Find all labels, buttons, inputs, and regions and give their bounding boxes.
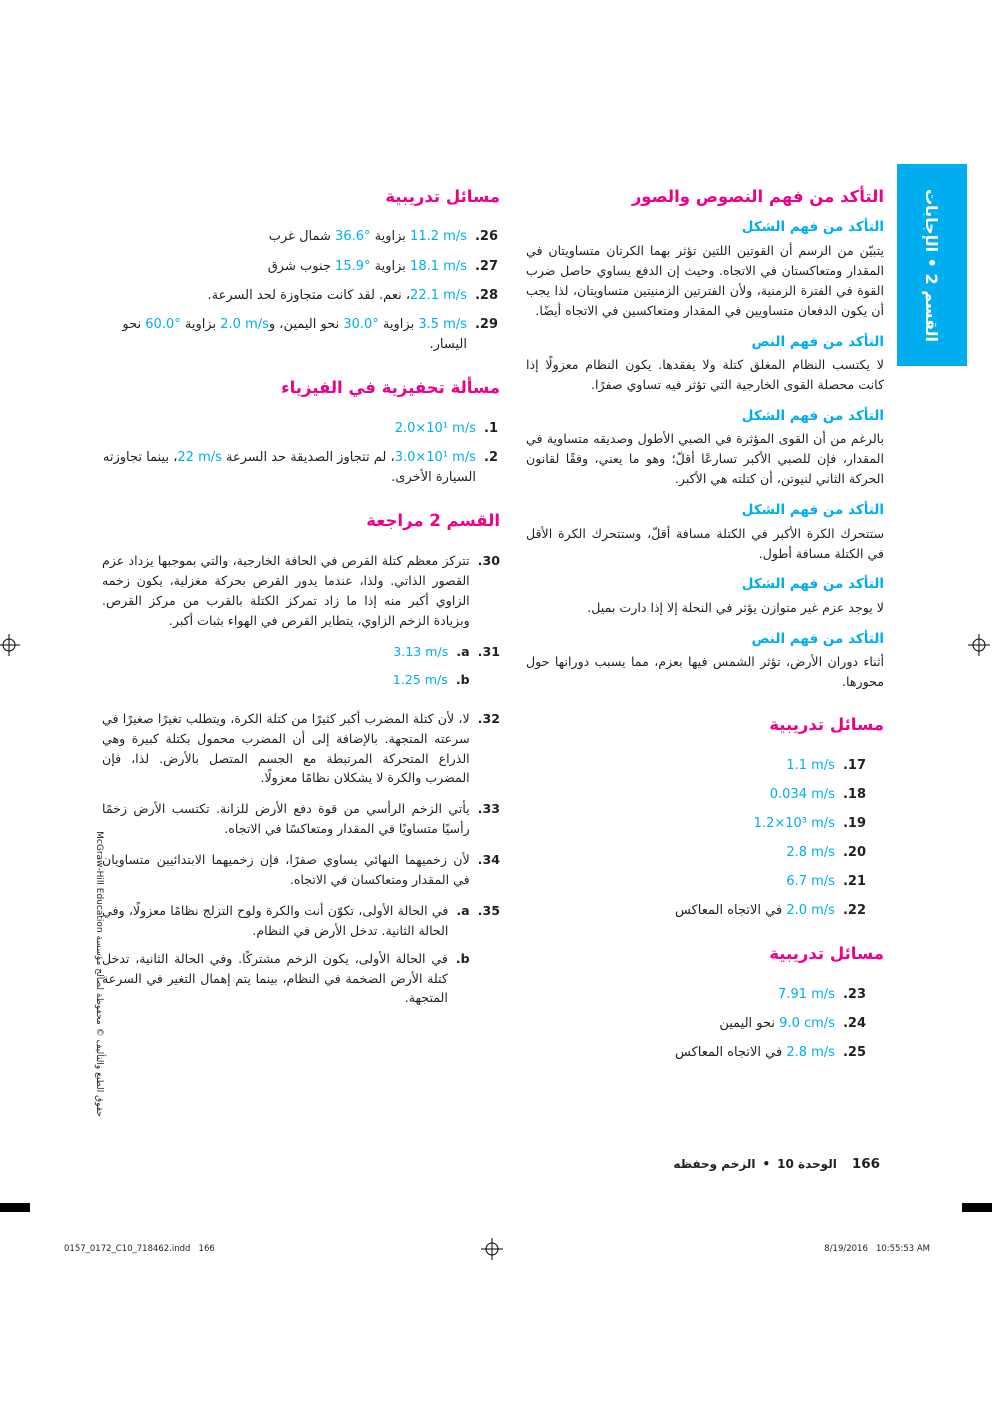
item-answer: 2.0×10¹ m/s [394,420,476,436]
footer-chapter-title: الزخم وحفظه [673,1157,756,1171]
subheading-figure-check-2: التأكد من فهم الشكل [741,407,884,424]
item-answer: 1.1 m/s [786,757,835,773]
item-number: 32. [477,710,500,726]
review-item-35 [102,901,500,1016]
subheading-figure-check-4: التأكد من فهم الشكل [741,576,884,593]
sub-answer-b [102,670,470,690]
practice-item-29 [102,315,500,355]
sub-answer-b [102,949,470,1009]
figure-check-body-3: ستتحرك الكرة الأكبر في الكتلة مسافة أقلّ، وستتحرك الكرة الأقل في الكتلة مسافة أطول. [526,525,884,561]
heading-practice-problems-a: مسائل تدريبية [769,715,884,735]
item-number: 33. [477,801,500,817]
item-number: 28. [474,287,498,303]
item-answer: 18.1 m/s بزاوية 15.9° جنوب شرق [267,258,467,274]
practice-item-28 [102,286,500,306]
item-answer: تتركز معظم كتلة القرص في الحافة الخارجية، والتي بموجبها يزداد عزم القصور الذاتي. ولذا، عندما يدور القرص بحركة مغزلية، يكون زخمه الزاوي أكبر منه إذا ما زاد تمركز الكتلة بالقرب من مركز القرص. وبزيادة الزخم الزاوي، يتطاير القرص في الهواء بثبات أكبر. [102,553,470,629]
text-check-body-2: أثناء دوران الأرض، تؤثر الشمس فيها بعزم، مما يسبب دورانها حول محورها. [526,654,884,690]
item-answer: 2.8 m/s في الاتجاه المعاكس [674,1045,835,1061]
item-number: 18. [842,786,866,802]
sub-label: a. [456,902,470,918]
practice-item-22 [526,901,884,921]
page-number: 166 [851,1156,880,1172]
print-filename: 0157_0172_C10_718462.indd 166 [64,1244,215,1254]
item-number: 17. [842,757,866,773]
item-number: 22. [842,903,866,919]
challenge-list [102,419,500,488]
practice-item-27 [102,257,500,277]
item-answer: 0.034 m/s [769,786,835,802]
item-number: 31. [477,644,500,659]
practice-item-26 [102,227,500,247]
subheading-text-check-1: التأكد من فهم النص [751,333,884,350]
item-number: 2. [484,449,498,465]
item-number: 29. [474,316,498,332]
review-item-33 [102,799,500,839]
page-content [102,186,884,1072]
challenge-item-2 [102,448,500,488]
figure-check-body-2: بالرغم من أن القوى المؤثرة في الصبي الأطول وصديقه متساوية في المقدار، فإن للصبي الأكبر تسارعًا أقلّ؛ وهو ما يعني، وفقًا لقانون الحركة الثاني لنيوتن، أن كتلته هي الأكبر. [526,431,884,487]
item-answer: لأن زخميهما النهائي يساوي صفرًا، فإن زخميهما الابتدائيين متساويان في المقدار ومتعاكسان في الاتجاه. [102,852,470,888]
sub-answer-text: في الحالة الأولى، يكون الزخم مشتركًا. وفي الحالة الثانية، تدخل كتلة الأرض الضخمة في النظام، بينما يتم إهمال التغير في السرعة المتجهة. [102,950,448,1006]
heading-practice-problems-c: مسائل تدريبية [385,187,500,206]
copyright-vertical-text: حقوق الطبع والتأليف © محفوظة لصالح مؤسسة McGraw-Hill Education [94,831,104,1117]
sub-answer-text: في الحالة الأولى، تكوّن أنت والكرة ولوح التزلج نظامًا معزولًا، وفي الحالة الثانية. تدخل الأرض في النظام. [102,902,449,938]
item-number: 35. [477,902,500,918]
practice-list-a [526,756,884,922]
item-answer: 1.2×10³ m/s [753,815,835,831]
footer-unit: الوحدة 10 [777,1157,837,1171]
item-answer: 9.0 cm/s نحو اليمين [719,1016,835,1032]
item-answer: 2.8 m/s [786,845,835,861]
sub-answer-a [102,642,470,662]
item-number: 23. [842,986,866,1002]
item-number: 27. [474,258,498,274]
review-column [102,186,500,1072]
sub-label: b. [455,950,470,966]
item-answer: لا، لأن كتلة المضرب أكبر كثيرًا من كتلة الكرة، ويتطلب تغيرًا صغيرًا في سرعته المتجهة. بالإضافة إلى أن المضرب محمول بكتلة كبيرة وهي الذراع المتحركة المرتبطة مع الجسم المتصل بالأرض. لذا، فإن المضرب والكرة لا يشكلان نظامًا معزولًا. [102,710,470,786]
item-number: 21. [842,874,866,890]
item-subanswers [102,901,470,1016]
registration-mark-left [0,634,20,656]
sub-label: a. [456,644,470,659]
footer-bullet: • [762,1157,771,1171]
practice-item-17 [526,756,884,776]
bleed-bar-right [962,1203,992,1212]
figure-check-body-4: لا يوجد عزم غير متوازن يؤثر في النحلة إلا إذا دارت بميل. [587,599,884,615]
heading-practice-problems-b: مسائل تدريبية [769,944,884,964]
practice-item-23 [526,985,884,1005]
item-answer: يأتي الزخم الرأسي من قوة دفع الأرض للزانة. تكتسب الأرض زخمًا رأسيًا متساويًا في المقدار ومتعاكسًا في الاتجاه. [102,801,470,837]
practice-list-b [526,985,884,1063]
figure-check-body-1: يتبيّن من الرسم أن القوتين اللتين تؤثر بهما الكرتان متساويتان في المقدار ومتعاكستان في الاتجاه. وحيث إن الدفع يساوي حاصل ضرب القوة في الفترة الزمنية، ولأن الفترتين الزمنيتين متساويتان، لذا يجب أن يكون الدفعان متساويين في المقدار ومتعاكسين في الاتجاه أيضًا. [526,242,884,318]
review-item-31 [102,642,500,698]
item-answer: 3.5 m/s بزاوية 30.0° نحو اليمين، و2.0 m/s بزاوية 60.0° نحو اليسار. [122,316,467,352]
item-answer: 6.7 m/s [786,874,835,890]
section-tab [897,164,967,366]
item-number: 24. [842,1016,866,1032]
section-tab-label: القسم 2 • الإجابات [922,188,942,342]
item-number: 20. [842,845,866,861]
sub-label: b. [455,671,470,687]
practice-item-25 [526,1043,884,1063]
answers-column [526,186,884,1072]
item-number: 26. [474,229,498,245]
heading-section-review: القسم 2 مراجعة [366,511,500,530]
item-answer: 2.0 m/s في الاتجاه المعاكس [674,903,835,919]
section-review-list [102,551,500,1016]
item-answer: 11.2 m/s بزاوية 36.6° شمال غرب [268,229,467,245]
item-answer: 22.1 m/s، نعم. لقد كانت متجاوزة لحد السرعة. [207,287,467,303]
review-item-34 [102,850,500,890]
print-timestamp: 8/19/2016 10:55:53 AM [824,1244,930,1254]
review-item-32 [102,709,500,789]
bleed-bar-left [0,1203,30,1212]
review-item-30 [102,551,500,631]
registration-mark-bottom [481,1238,503,1260]
practice-item-18 [526,785,884,805]
heading-reading-check: التأكد من فهم النصوص والصور [631,187,884,206]
heading-challenge-problem: مسألة تحفيزية في الفيزياء [281,378,500,398]
practice-item-20 [526,843,884,863]
item-number: 25. [842,1045,866,1061]
item-number: 30. [477,553,500,569]
subheading-figure-check-1: التأكد من فهم الشكل [741,219,884,236]
challenge-item-1 [102,419,500,439]
subheading-figure-check-3: التأكد من فهم الشكل [741,502,884,519]
item-number: 1. [484,420,498,436]
item-subanswers [102,642,470,698]
registration-mark-right [968,634,990,656]
practice-item-24 [526,1014,884,1034]
practice-item-21 [526,872,884,892]
sub-answer-a [102,901,470,941]
item-answer: 3.0×10¹ m/s، لم تتجاوز الصديقة حد السرعة 22 m/s، بينما تجاوزته السيارة الأخرى. [102,449,476,485]
subheading-text-check-2: التأكد من فهم النص [751,630,884,647]
practice-item-19 [526,814,884,834]
item-number: 19. [842,815,866,831]
sub-answer-text: 3.13 m/s [393,644,449,659]
item-answer: 7.91 m/s [778,986,835,1002]
item-number: 34. [477,852,500,868]
page-footer [673,1156,880,1172]
text-check-body-1: لا يكتسب النظام المغلق كتلة ولا يفقدها. يكون النظام معزولًا إذا كانت محصلة القوى الخارجية التي تؤثر فيه تساوي صفرًا. [526,357,884,392]
practice-list-c [102,227,500,355]
sub-answer-text: 1.25 m/s [392,671,448,687]
